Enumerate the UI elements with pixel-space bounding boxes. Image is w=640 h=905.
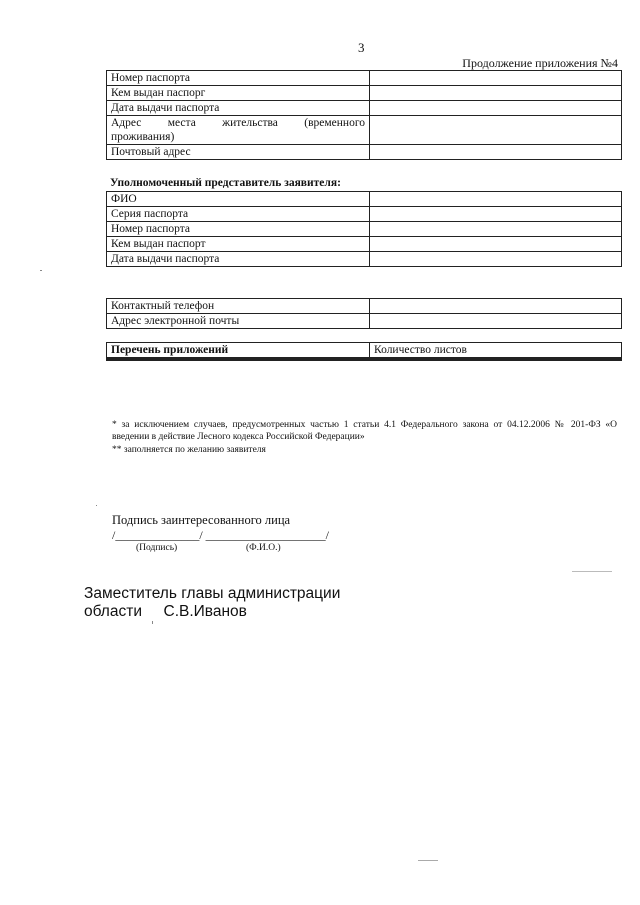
row-label-line: проживания) [111, 131, 175, 143]
row-value[interactable] [370, 222, 622, 237]
table-row [107, 116, 622, 145]
continuation-label: Продолжение приложения №4 [462, 56, 618, 70]
row-value[interactable] [370, 71, 622, 86]
footnote-2: ** заполняется по желанию заявителя [112, 445, 266, 455]
row-value[interactable] [370, 252, 622, 267]
signatory-block [84, 585, 340, 621]
scan-speck [40, 270, 42, 271]
row-label: ФИО [107, 192, 370, 207]
signatory-position: Заместитель главы администрации [84, 585, 341, 602]
row-value[interactable] [370, 101, 622, 116]
representative-table [106, 191, 622, 267]
row-value[interactable] [370, 237, 622, 252]
row-label: Почтовый адрес [107, 145, 370, 160]
page-number: 3 [358, 40, 365, 55]
signatory-name: области С.В.Иванов [84, 603, 247, 620]
name-caption: (Ф.И.О.) [246, 543, 281, 553]
table-row [107, 360, 622, 361]
attachment-count[interactable] [370, 360, 622, 361]
row-label: Адрес электронной почты [107, 314, 370, 329]
table-row [107, 237, 622, 252]
attachments-header-name: Перечень приложений [107, 343, 370, 358]
row-label: Серия паспорта [107, 207, 370, 222]
table-row [107, 71, 622, 86]
row-label: Дата выдачи паспорта [107, 252, 370, 267]
row-value[interactable] [370, 192, 622, 207]
scan-speck [418, 860, 438, 861]
table-row [107, 86, 622, 101]
row-label: Кем выдан паспорг [107, 86, 370, 101]
table-row [107, 299, 622, 314]
scan-speck [572, 571, 612, 572]
scan-speck [96, 505, 97, 506]
attachments-table [106, 342, 622, 361]
row-label: Номер паспорта [107, 71, 370, 86]
applicant-table [106, 70, 622, 160]
scan-speck [152, 621, 153, 624]
attachment-name[interactable] [107, 360, 370, 361]
signature-caption: (Подпись) [136, 543, 178, 553]
row-label [107, 116, 370, 145]
row-label-line: Адрес места жительства (временного [111, 117, 365, 129]
row-value[interactable] [370, 299, 622, 314]
signature-label: Подпись заинтересованного лица [112, 513, 291, 527]
row-value[interactable] [370, 314, 622, 329]
row-value[interactable] [370, 86, 622, 101]
contacts-table [106, 298, 622, 329]
table-row [107, 101, 622, 116]
row-label: Контактный телефон [107, 299, 370, 314]
row-label: Дата выдачи паспорта [107, 101, 370, 116]
table-row [107, 252, 622, 267]
row-value[interactable] [370, 207, 622, 222]
attachments-header-count: Количество листов [370, 343, 622, 358]
row-label: Кем выдан паспорт [107, 237, 370, 252]
representative-title: Уполномоченный представитель заявителя: [110, 177, 341, 189]
signature-line: /______________/ ____________________/ [112, 528, 330, 542]
table-row [107, 314, 622, 329]
table-row [107, 222, 622, 237]
row-label: Номер паспорта [107, 222, 370, 237]
table-row [107, 145, 622, 160]
table-row [107, 207, 622, 222]
row-value[interactable] [370, 145, 622, 160]
table-header-row [107, 343, 622, 358]
footnote-1: * за исключением случаев, предусмотренных частью 1 статьи 4.1 Федерального закона от 04.12.2006 № 201-ФЗ «О введении в действие Лесного кодекса Российской Федерации» [112, 420, 617, 442]
row-value[interactable] [370, 116, 622, 145]
table-row [107, 192, 622, 207]
